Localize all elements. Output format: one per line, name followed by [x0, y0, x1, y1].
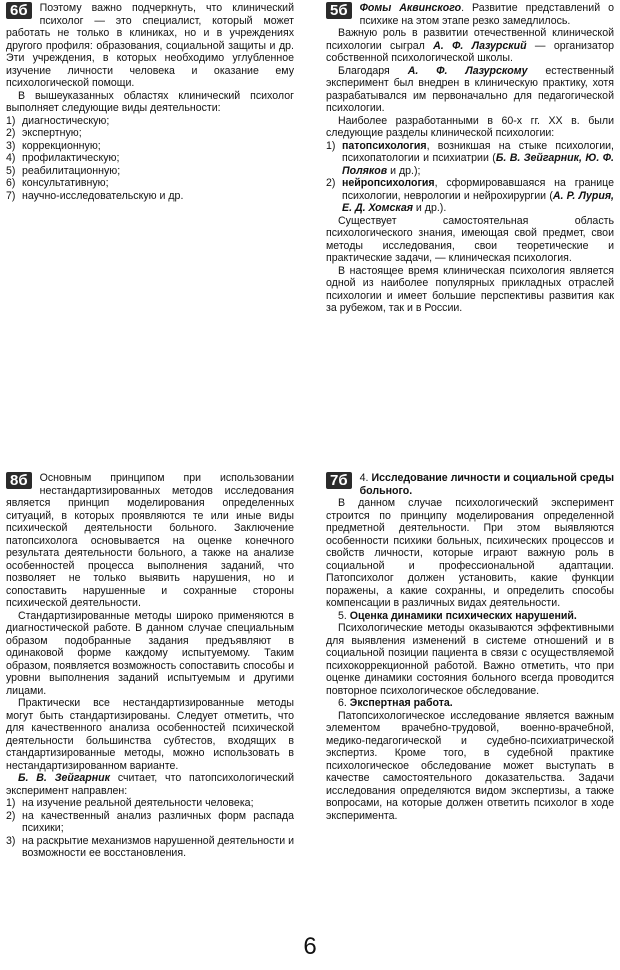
card-7b-paragraph-1: В данном случае психологический эксперимент строится по принципу моделирования определенной предметной деятельности. При этом выявляются особенности психики больных, психических процессов и свойств личности, которые играют важную роль в социальной и профессиональной адаптации. Патопсихолог должен установить, какие функции поражены, а какие сохранны, и определить способы компенсации в различных видах деятельности. [326, 497, 614, 609]
card-6b-badge: 6б [6, 2, 32, 19]
card-8b-paragraph-1: 8б Основным принципом при использовании нестандартизированных методов исследования является принцип моделирования определенных ситуаций, в которых проявляются те или иные виды психической деятельности больного. Заключение патопсихолога основывается на оценке конечного результата деятельности больного, а также на анализе особенностей процесса выполнения заданий, что позволяет не только выявить нарушения, но и сопоставить нарушенные и сохранные стороны психической деятельности. [6, 472, 294, 609]
card-5b-badge: 5б [326, 2, 352, 19]
card-8b-paragraph-4: Б. В. Зейгарник считает, что патопсихологический эксперимент направлен: [6, 772, 294, 797]
list-item: 6) консультативную; [6, 177, 109, 189]
card-7b-paragraph-2: Психологические методы оказываются эффективными для выявления изменений в системе отношений и в социальной позиции пациента в связи с осуществляемой психокоррекционной работой. Важно отметить, что при оценке динамики состояния больного всегда проводится повторное психологическое обследование. [326, 622, 614, 697]
list-item: 2) экспертную; [6, 127, 82, 139]
card-8b-aims-list [6, 797, 294, 860]
card-6b-paragraph-1: 6б Поэтому важно подчеркнуть, что клинический психолог — это специалист, который может работать не только в клиниках, но и в учреждениях другого профиля: образования, социальной защиты и др. Эти учреждения, в которых необходимо углубленное изучение личности человека и оказание ему психологической помощи. [6, 2, 294, 89]
card-5b-paragraph-5: Существует самостоятельная область психологического знания, имеющая свой предмет, свои методы исследования, свои теоретические и практические задачи, — клиническая психология. [326, 214, 614, 264]
list-item: 3) на раскрытие механизмов нарушенной деятельности и возможности ее восстановления. [6, 834, 295, 859]
list-item: 2) нейропсихология, сформировавшаяся на границе психологии, неврологии и нейрохирургии (А. Р. Лурия, Е. Д. Хомская и др.). [326, 177, 615, 214]
card-8b [6, 472, 294, 860]
list-item: 4) профилактическую; [6, 152, 120, 164]
card-6b [6, 2, 294, 202]
list-item: 1) диагностическую; [6, 114, 110, 127]
list-item: 2) на качественный анализ различных форм распада психики; [6, 809, 294, 834]
list-item: 1) на изучение реальной деятельности человека; [6, 797, 254, 809]
card-7b [326, 472, 614, 822]
card-8b-badge: 8б [6, 472, 32, 489]
card-6b-activities-list [6, 115, 294, 203]
list-item: 1) патопсихология, возникшая на стыке психологии, психопатологии и психиатрии (Б. В. Зейгарник, Ю. Ф. Поляков и др.); [326, 139, 614, 177]
card-8b-paragraph-3: Практически все нестандартизированные методы могут быть стандартизированы. Следует отметить, что для качественного анализа особенностей психической деятельности большинства субтестов, входящих в стандартизированные методы, можно использовать в нестандартизированном варианте. [6, 697, 294, 772]
card-5b-paragraph-4: Наиболее разработанными в 60-х гг. XX в. были следующие разделы клинической психологии: [326, 114, 614, 139]
card-6b-paragraph-2: В вышеуказанных областях клинический психолог выполняет следующие виды деятельности: [6, 89, 294, 114]
card-5b-sections-list [326, 140, 614, 215]
card-5b-paragraph-3: Благодаря А. Ф. Лазурскому естественный эксперимент был внедрен в клиническую практику, хотя разрабатывался им первоначально для педагогической психологии. [326, 64, 614, 114]
card-7b-heading-5: 5. Оценка динамики психических нарушений. [338, 609, 577, 622]
list-item: 5) реабилитационную; [6, 164, 121, 177]
card-5b-paragraph-6: В настоящее время клиническая психология является одной из наиболее популярных прикладных отраслей психологии и имеет большие перспективы развития как за рубежом, так и в России. [326, 264, 614, 314]
card-5b-paragraph-2: Важную роль в развитии отечественной клинической психологии сыграл А. Ф. Лазурский — организатор собственной психологической школы. [326, 27, 614, 64]
card-7b-heading-6: 6. Экспертная работа. [338, 697, 453, 709]
list-item: 7) научно-исследовательскую и др. [6, 189, 184, 202]
card-8b-paragraph-2: Стандартизированные методы широко применяются в диагностической работе. В данном случае специальным образом подобранные задания предъявляют в одинаковой форме каждому испытуемому. Таким образом, появляется возможность сопоставить способы и уровни выполнения заданий испытуемым и другими лицами. [6, 609, 294, 697]
page-number: 6 [303, 933, 317, 960]
list-item: 3) коррекционную; [6, 139, 101, 152]
card-5b [326, 2, 614, 315]
card-5b-paragraph-1: 5б Фомы Аквинского. Развитие представлений о психике на этом этапе резко замедлилось. [326, 2, 614, 27]
card-7b-heading-4: 7б 4. Исследование личности и социальной среды больного. [326, 472, 614, 497]
card-7b-paragraph-3: Патопсихологическое исследование является важным элементом врачебно-трудовой, военно-врачебной, медико-педагогической и судебно-психиатрической экспертиз. Кроме того, в судебной практике психологическое обследование может выступать в качестве самостоятельного доказательства. Задачи исследования определяются видом экспертизы, а также вопросами, на которые должен ответить психолог в ходе эксперимента. [326, 709, 614, 822]
card-7b-badge: 7б [326, 472, 352, 489]
